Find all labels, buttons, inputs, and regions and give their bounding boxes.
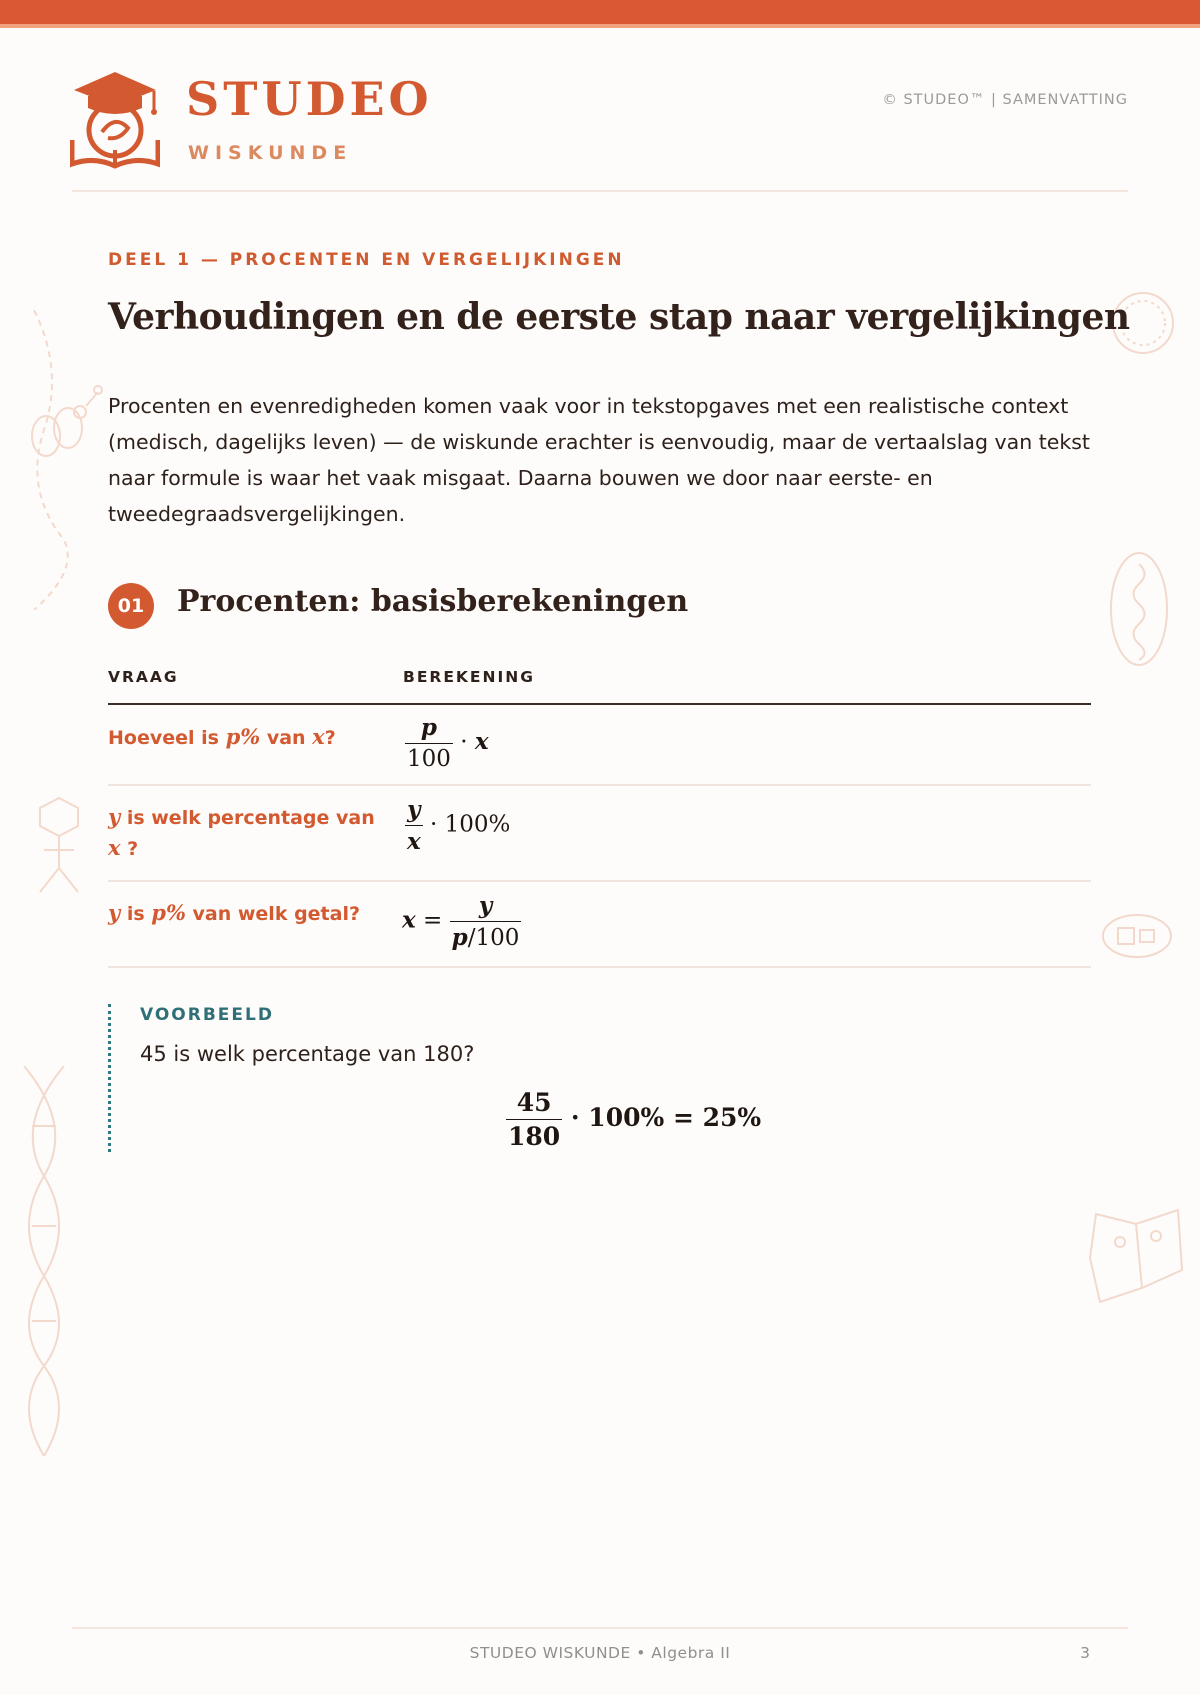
example-formula: $\frac{45}{180}$ · 100% = 25%	[508, 1088, 762, 1151]
header-divider	[72, 190, 1128, 192]
footer-text: STUDEO WISKUNDE • Algebra II	[469, 1644, 731, 1662]
table-row-question: Hoeveel is p% van x?	[108, 724, 336, 749]
table-row-formula: $\frac{y}{x}$ · 100%	[407, 796, 511, 855]
section-kicker: DEEL 1 — PROCENTEN EN VERGELIJKINGEN	[108, 250, 625, 270]
copyright-notice: © STUDEO™ | SAMENVATTING	[882, 92, 1128, 108]
table-row-divider	[108, 966, 1091, 968]
dna-strand-icon	[14, 1066, 74, 1456]
section-number-badge: 01	[108, 583, 154, 629]
top-accent-bar	[0, 0, 1200, 24]
pill-icon	[1100, 912, 1174, 960]
section-title: Procenten: basisberekeningen	[177, 584, 689, 619]
puzzle-map-icon	[1086, 1206, 1186, 1306]
table-row-divider	[108, 880, 1091, 882]
table-header-rule	[108, 703, 1091, 705]
molecule-icon	[24, 310, 104, 610]
stick-figure-icon	[34, 796, 84, 896]
brand-name: STUDEO	[186, 72, 433, 126]
graduation-book-logo-icon	[70, 70, 160, 170]
intro-paragraph: Procenten en evenredigheden komen vaak voor in tekstopgaves met een realistische context (medisch, dagelijks leven) — de wiskunde erachter is eenvoudig, maar de vertaalslag van tekst naar formule is waar het vaak misgaat. Daarna bouwen we door naar eerste- en tweedegraadsvergelijkingen.	[108, 394, 1090, 526]
example-label: VOORBEELD	[140, 1005, 274, 1025]
example-border	[108, 1004, 111, 1152]
example-question: 45 is welk percentage van 180?	[140, 1042, 475, 1066]
page-number: 3	[1080, 1644, 1090, 1662]
brand-subtitle: WISKUNDE	[188, 142, 353, 164]
bacteria-icon	[1108, 550, 1170, 668]
page-title: Verhoudingen en de eerste stap naar vergelijkingen	[108, 296, 1130, 338]
table-row-formula: x = $\frac{y}{p/100}$	[402, 892, 520, 951]
table-row-question: y is welk percentage van x ?	[108, 804, 375, 860]
table-row-formula: $\frac{p}{100}$ · x	[407, 714, 489, 772]
top-accent-stripe	[0, 24, 1200, 28]
table-header-calculation: BEREKENING	[403, 668, 535, 686]
table-row-divider	[108, 784, 1091, 786]
footer-divider	[72, 1627, 1128, 1629]
table-row-question: y is p% van welk getal?	[108, 900, 360, 925]
table-header-question: VRAAG	[108, 668, 179, 686]
